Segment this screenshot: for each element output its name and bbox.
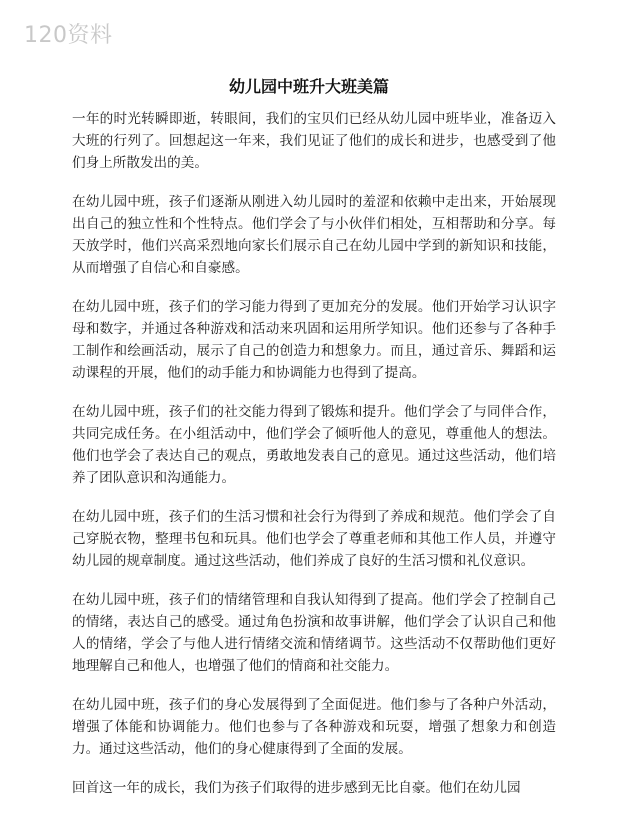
paragraph-2: 在幼儿园中班，孩子们逐渐从刚进入幼儿园时的羞涩和依赖中走出来，开始展现出自己的独立性和个性特点。他们学会了与小伙伴们相处，互相帮助和分享。每天放学时，他们兴高采烈地向家长们展示自己在幼儿园中学到的新知识和技能，从而增强了自信心和自豪感。 (72, 194, 556, 276)
paragraph-1: 一年的时光转瞬即逝，转眼间，我们的宝贝们已经从幼儿园中班毕业，准备迈入大班的行列了。回想起这一年来，我们见证了他们的成长和进步，也感受到了他们身上所散发出的美。 (72, 111, 556, 171)
paragraph-8: 回首这一年的成长，我们为孩子们取得的进步感到无比自豪。他们在幼儿园 (72, 780, 521, 796)
paragraph-5: 在幼儿园中班，孩子们的生活习惯和社会行为得到了养成和规范。他们学会了自己穿脱衣物，整理书包和玩具。他们也学会了尊重老师和其他工作人员，并遵守幼儿园的规章制度。通过这些活动，他们养成了良好的生活习惯和礼仪意识。 (72, 509, 556, 569)
document-title: 幼儿园中班升大班美篇 (228, 77, 389, 96)
paragraph-4: 在幼儿园中班，孩子们的社交能力得到了锻炼和提升。他们学会了与同伴合作，共同完成任务。在小组活动中，他们学会了倾听他人的意见，尊重他人的想法。他们也学会了表达自己的观点，勇敢地发表自己的意见。通过这些活动，他们培养了团队意识和沟通能力。 (72, 404, 556, 486)
paragraph-3: 在幼儿园中班，孩子们的学习能力得到了更加充分的发展。他们开始学习认识字母和数字，并通过各种游戏和活动来巩固和运用所学知识。他们还参与了各种手工制作和绘画活动，展示了自己的创造力和想象力。而且，通过音乐、舞蹈和运动课程的开展，他们的动手能力和协调能力也得到了提高。 (72, 299, 556, 381)
paragraph-6: 在幼儿园中班，孩子们的情绪管理和自我认知得到了提高。他们学会了控制自己的情绪，表达自己的感受。通过角色扮演和故事讲解，他们学会了认识自己和他人的情绪，学会了与他人进行情绪交流和情绪调节。这些活动不仅帮助他们更好地理解自己和他人，也增强了他们的情商和社交能力。 (72, 592, 556, 674)
paragraph-7: 在幼儿园中班，孩子们的身心发展得到了全面促进。他们参与了各种户外活动，增强了体能和协调能力。他们也参与了各种游戏和玩耍，增强了想象力和创造力。通过这些活动，他们的身心健康得到了全面的发展。 (72, 697, 556, 757)
document-body (72, 108, 556, 816)
watermark-logo: 120资料 (24, 23, 113, 48)
